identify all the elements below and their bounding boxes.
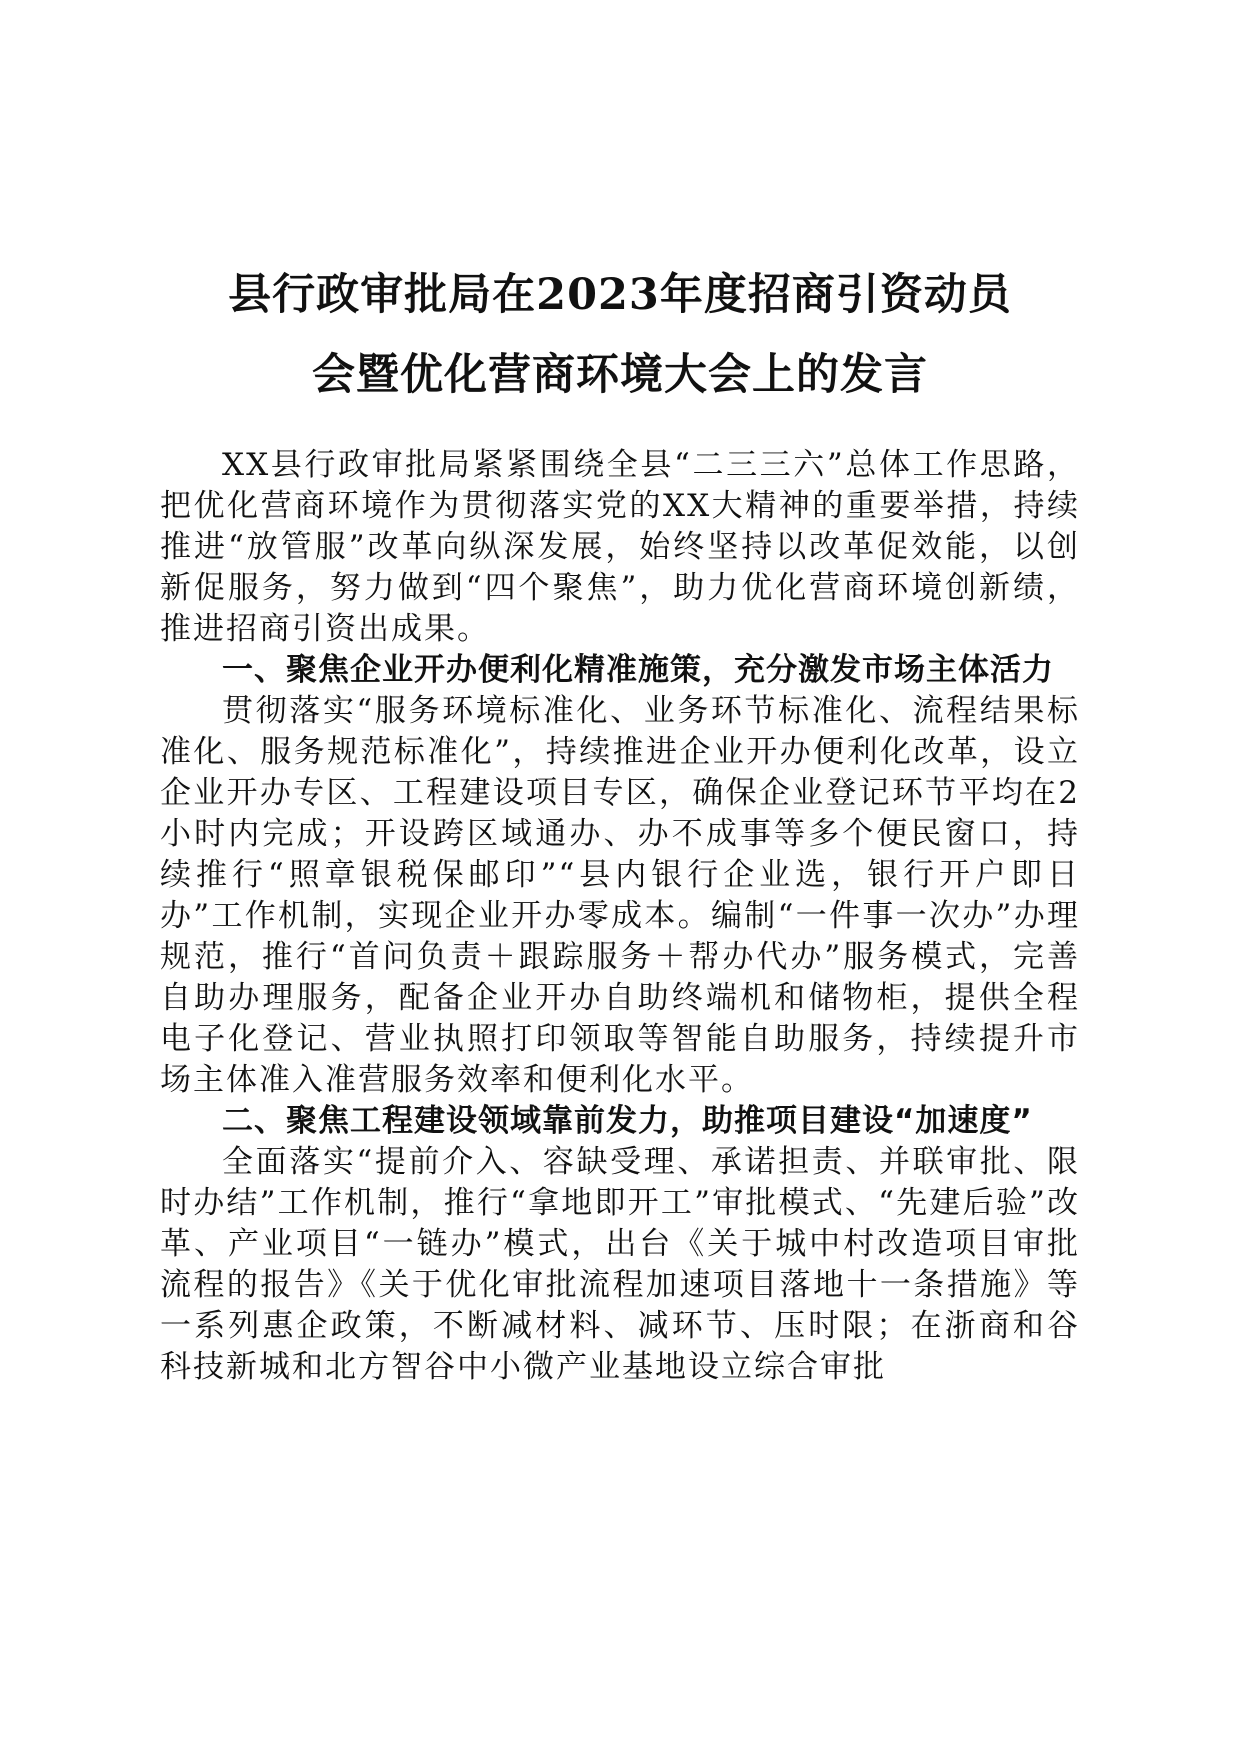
- document-body: [160, 445, 1080, 1388]
- section-2-heading: 二、聚焦工程建设领域靠前发力，助推项目建设“加速度”: [222, 1103, 1033, 1139]
- section-1-paragraph: 贯彻落实“服务环境标准化、业务环节标准化、流程结果标准化、服务规范标准化”，持续推进企业开办便利化改革，设立企业开办专区、工程建设项目专区，确保企业登记环节平均在2小时内完成；开设跨区域通办、办不成事等多个便民窗口，持续推行“照章银税保邮印”“县内银行企业选，银行开户即日办”工作机制，实现企业开办零成本。编制“一件事一次办”办理规范，推行“首问负责＋跟踪服务＋帮办代办”服务模式，完善自助办理服务，配备企业开办自助终端机和储物柜，提供全程电子化登记、营业执照打印领取等智能自助服务，持续提升市场主体准入准营服务效率和便利化水平。: [160, 693, 1080, 1098]
- section-1-heading: 一、聚焦企业开办便利化精准施策，充分激发市场主体活力: [222, 652, 1054, 688]
- title-line-2: 会暨优化营商环境大会上的发言: [312, 350, 928, 400]
- section-2-paragraph: 全面落实“提前介入、容缺受理、承诺担责、并联审批、限时办结”工作机制，推行“拿地即开工”审批模式、“先建后验”改革、产业项目“一链办”模式，出台《关于城中村改造项目审批流程的报告》《关于优化审批流程加速项目落地十一条措施》等一系列惠企政策，不断减材料、减环节、压时限；在浙商和谷科技新城和北方智谷中小微产业基地设立综合审批: [160, 1144, 1080, 1385]
- document-page: [160, 255, 1080, 1388]
- title-line-1: 县行政审批局在2023年度招商引资动员: [228, 270, 1012, 320]
- document-title: [160, 255, 1080, 415]
- intro-paragraph: XX县行政审批局紧紧围绕全县“二三三六”总体工作思路，把优化营商环境作为贯彻落实党的XX大精神的重要举措，持续推进“放管服”改革向纵深发展，始终坚持以改革促效能，以创新促服务，努力做到“四个聚焦”，助力优化营商环境创新绩，推进招商引资出成果。: [160, 447, 1080, 647]
